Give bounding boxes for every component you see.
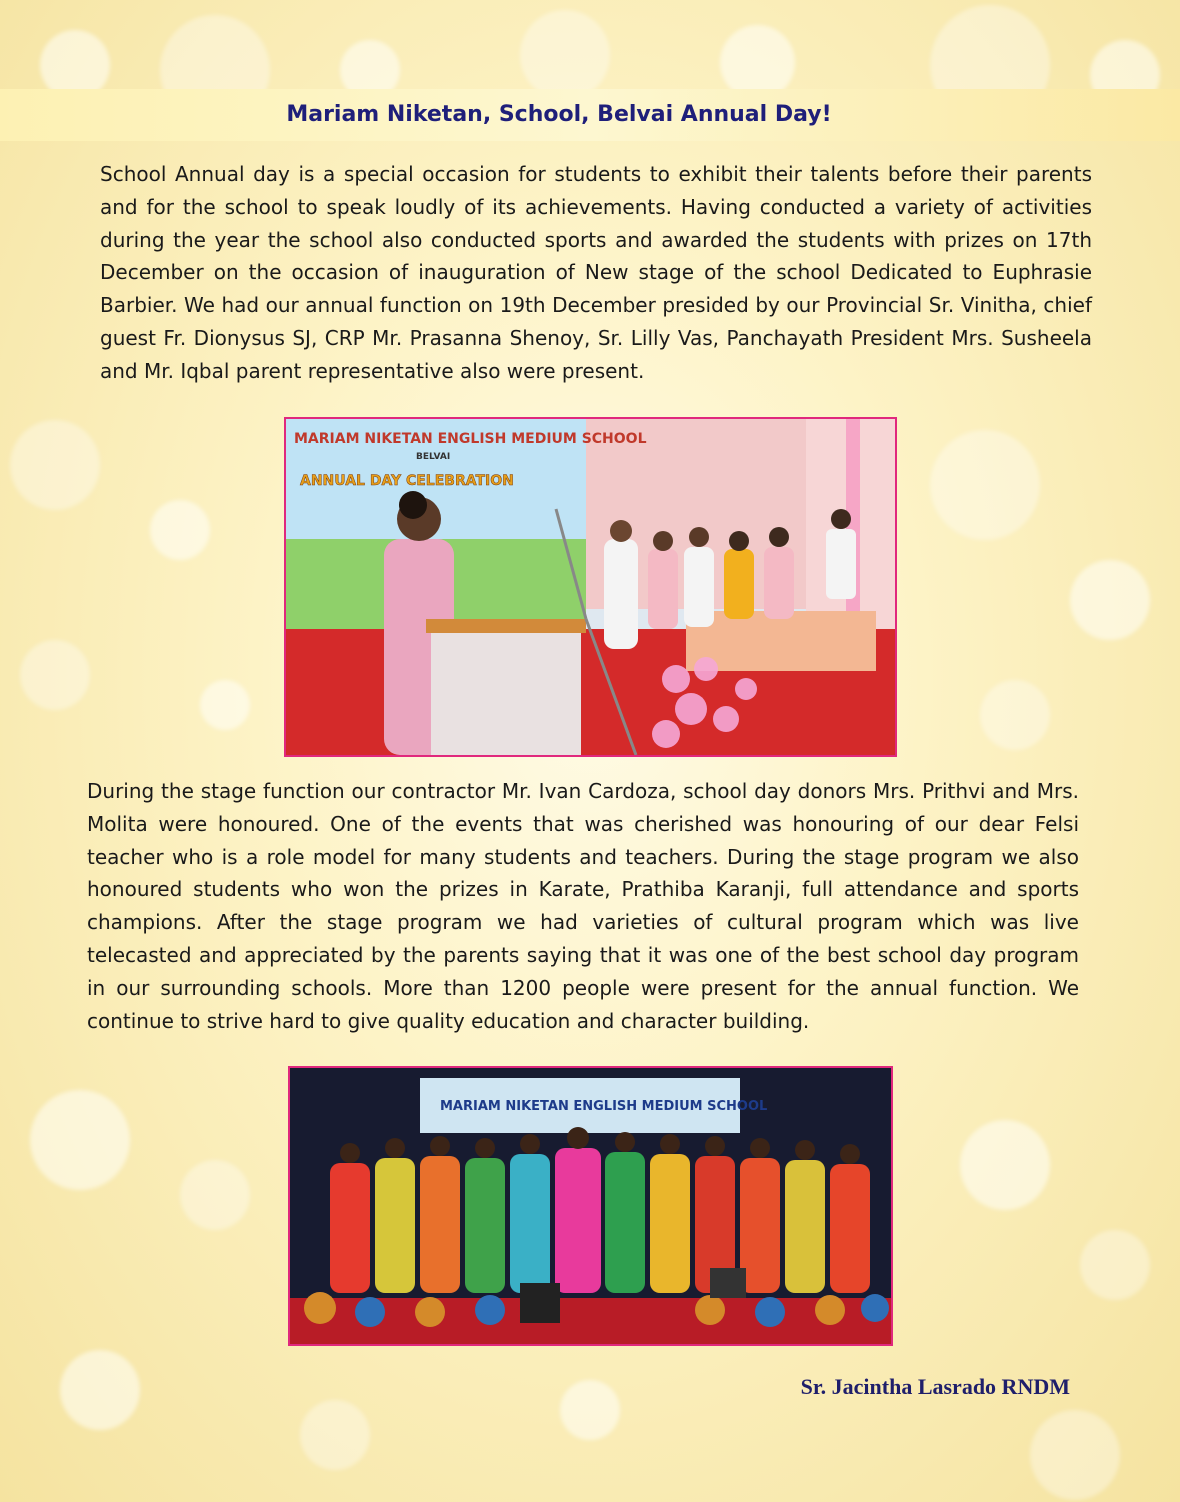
author-signature: Sr. Jacintha Lasrado RNDM <box>800 1374 1070 1399</box>
photo1-banner-line-3: ANNUAL DAY CELEBRATION <box>300 473 514 489</box>
annual-day-speech-photo <box>284 417 897 757</box>
photo1-banner-line-1: MARIAM NIKETAN ENGLISH MEDIUM SCHOOL <box>294 431 647 447</box>
paragraph-1: School Annual day is a special occasion for students to exhibit their talents before their parents and for the school to speak loudly of its achievements. Having conducted a variety of activities during the year the school also conducted sports and awarded the students with prizes on 17th December on the occasion of inauguration of New stage of the school Dedicated to Euphrasie Barbier. We had our annual function on 19th December presided by our Provincial Sr. Vinitha, chief guest Fr. Dionysus SJ, CRP Mr. Prasanna Shenoy, Sr. Lilly Vas, Panchayath President Mrs. Susheela and Mr. Iqbal parent representative also were present. <box>100 162 1092 383</box>
cultural-dance-photo <box>288 1066 893 1346</box>
paragraph-2: During the stage function our contractor Mr. Ivan Cardoza, school day donors Mrs. Prithvi and Mrs. Molita were honoured. One of the events that was cherished was honouring of our dear Felsi teacher who is a role model for many students and teachers. During the stage program we also honoured students who won the prizes in Karate, Prathiba Karanji, full attendance and sports champions. After the stage program we had varieties of cultural program which was live telecasted and appreciated by the parents saying that it was one of the best school day program in our surrounding schools. More than 1200 people were present for the annual function. We continue to strive hard to give quality education and character building. <box>87 779 1079 1033</box>
article-title: Mariam Niketan, School, Belvai Annual Day! <box>286 102 832 127</box>
photo1-banner-line-2: BELVAI <box>416 452 451 462</box>
photo2-banner-text: MARIAM NIKETAN ENGLISH MEDIUM SCHOOL <box>440 1099 768 1114</box>
title-bar <box>0 89 1180 141</box>
